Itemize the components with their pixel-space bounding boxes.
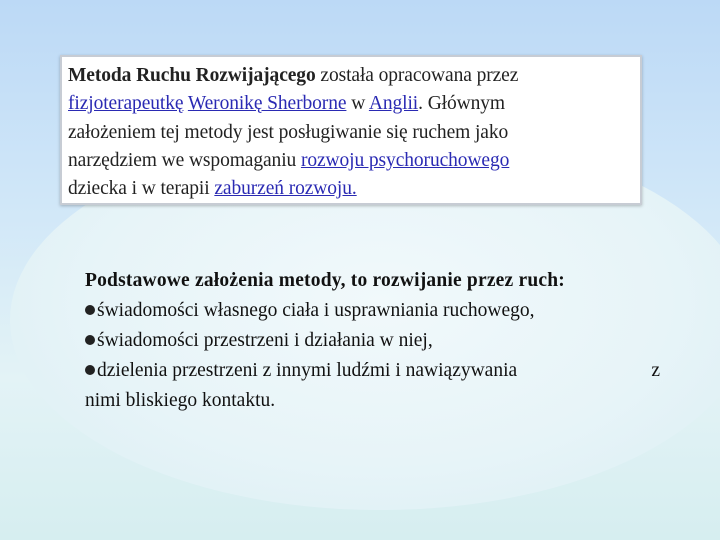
intro-line-5: dziecka i w terapii [68,178,215,200]
bullet-continuation: nimi bliskiego kontaktu. [85,390,276,411]
intro-text: została opracowana przez [315,65,519,86]
method-name: Metoda Ruchu Rozwijającego [68,65,316,86]
assumptions-section [85,266,665,416]
link-psychomotor-development[interactable]: rozwoju psychoruchowego [300,149,510,171]
assumptions-heading: Podstawowe założenia metody, to rozwijanie przez ruch: [85,270,565,291]
intro-line-3: założeniem tej metody jest posługiwanie się ruchem jako [68,121,509,143]
link-physiotherapist[interactable]: fizjoterapeutkę [68,93,184,115]
intro-line-4: narzędziem we wspomaganiu [68,149,301,171]
link-weronika-sherborne[interactable]: Weronikę Sherborne [187,93,347,115]
bullet-item-end: z [651,360,660,381]
intro-text-box: Metoda Ruchu Rozwijającego została opracowana przez fizjoterapeutkę Weronikę Sherborne w Anglii. Głównym założeniem tej metody jest posługiwanie się ruchem jako narzędziem we wspomaganiu rozwoju psychoruchowego dziecka i w terapii zaburzeń rozwoju. [60,55,642,205]
bullet-icon [85,365,95,375]
bullet-icon [85,305,95,315]
bullet-item: świadomości przestrzeni i działania w niej, [85,326,665,356]
bullet-icon [85,335,95,345]
link-england[interactable]: Anglii [368,93,419,115]
bullet-item: świadomości własnego ciała i usprawniania ruchowego, [85,296,665,326]
bullet-item: dzielenia przestrzeni z innymi ludźmi i nawiązywania z [85,356,660,386]
link-developmental-disorders[interactable]: zaburzeń rozwoju. [214,178,357,200]
